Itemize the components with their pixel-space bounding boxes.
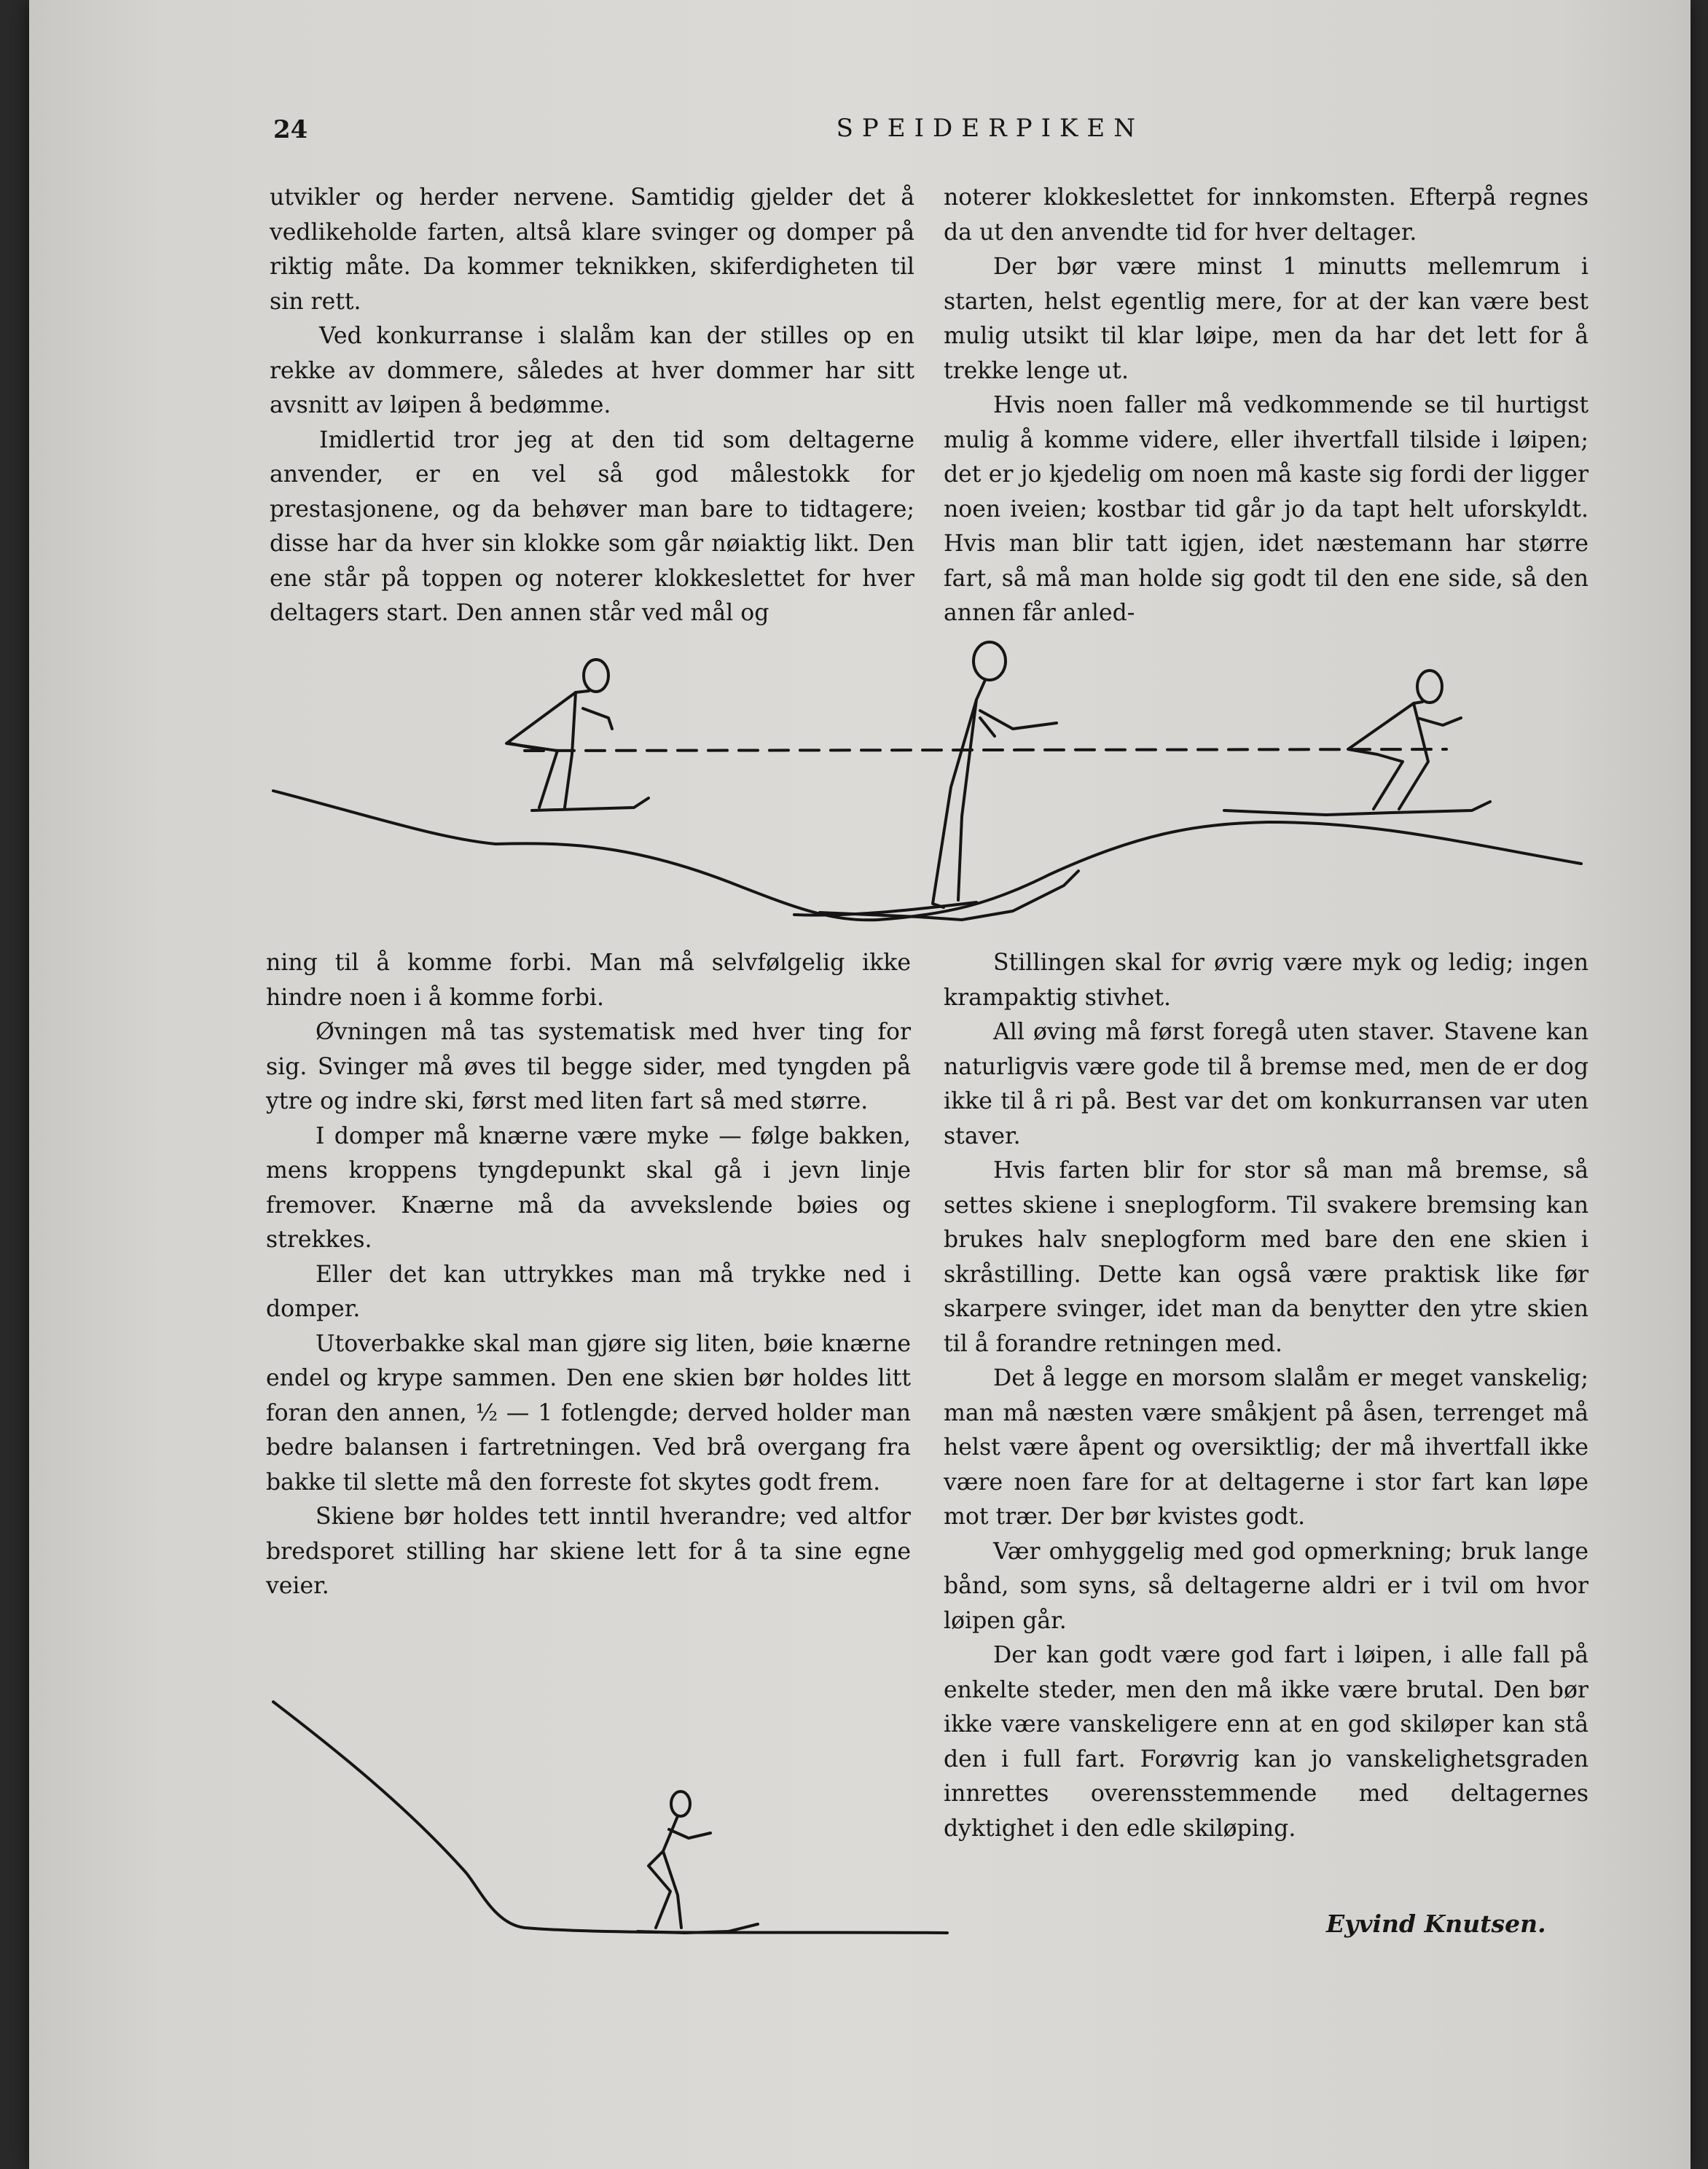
paragraph: Det å legge en morsom slalåm er meget vanskelig; man må næsten være småkjent på åsen, terrenget må helst være åpent og oversiktlig; der må ihvertfall ikke være noen fare for at deltagerne i stor fart kan løpe mot trær. Der bør kvistes godt.: [944, 1365, 1588, 1530]
skier-right: [1224, 671, 1490, 815]
paragraph: Eller det kan uttrykkes man må trykke ned i domper.: [266, 1261, 911, 1322]
running-head: SPEIDERPIKEN: [836, 114, 1144, 143]
paragraph: Stillingen skal for øvrig være myk og ledig; ingen krampaktig stivhet.: [944, 950, 1588, 1011]
paragraph: All øving må først foregå uten staver. Stavene kan naturligvis være gode til å bremse med, men de er dog ikke til å ri på. Best var det om konkurransen var uten staver.: [944, 1019, 1588, 1149]
paragraph: Vær omhyggelig med god opmerkning; bruk lange bånd, som syns, så deltagerne aldri er i tvil om hvor løipen går.: [944, 1538, 1588, 1634]
skier-left: [506, 660, 649, 810]
author-signature: Eyvind Knutsen.: [1326, 1910, 1546, 1938]
skier-slope-drawing: [273, 1702, 947, 1933]
paragraph: Utoverbakke skal man gjøre sig liten, bøie knærne endel og krype sammen. Den ene skien bør holdes litt foran den annen, ½ — 1 fotlengde; derved holder man bedre balansen i fartretningen. Ved brå overgang fra bakke til slette må den forreste fot skytes godt frem.: [266, 1330, 911, 1496]
skiers-dip-drawing: [273, 642, 1581, 920]
paragraph: Ved konkurranse i slalåm kan der stilles op en rekke av dommere, således at hver dommer har sitt avsnitt av løipen å bedømme.: [270, 323, 914, 418]
paragraph: Øvningen må tas systematisk med hver ting for sig. Svinger må øves til begge sider, med tyngden på ytre og indre ski, først med liten fart så med større.: [266, 1019, 911, 1114]
paragraph: Hvis noen faller må vedkommende se til hurtigst mulig å komme videre, eller ihvertfall tilside i løipen; det er jo kjedelig om noen må kaste sig fordi der ligger noen iveien; kostbar tid går jo da tapt helt uforskyldt. Hvis man blir tatt igjen, idet næstemann har større fart, så må man holde sig godt til den ene side, så den annen får anled-: [944, 392, 1588, 626]
paragraph: I domper må knærne være myke — følge bakken, mens kroppens tyngdepunkt skal gå i jevn linje fremover. Knærne må da avvekslende bøies og strekkes.: [266, 1122, 911, 1253]
paragraph: Hvis farten blir for stor så man må bremse, så settes skiene i sneplogform. Til svakere bremsing kan brukes halv sneplogform med bare den ene skien i skråstilling. Dette kan også være praktisk like før skarpere svinger, idet man da benytter den ytre skien til å forandre retningen med.: [944, 1157, 1588, 1357]
paragraph: Der kan godt være god fart i løipen, i alle fall på enkelte steder, men den må ikke være brutal. Den bør ikke være vanskeligere enn at en god skiløper kan stå den i full fart. Forøvrig kan jo vanskelighetsgraden innrettes overensstemmende med deltagernes dyktighet i den edle skiløping.: [944, 1642, 1588, 1842]
paragraph: noterer klokkeslettet for innkomsten. Efterpå regnes da ut den anvendte tid for hver deltager.: [944, 184, 1588, 246]
magazine-page: [29, 0, 1691, 2169]
paragraph: utvikler og herder nervene. Samtidig gjelder det å vedlikeholde farten, altså klare svinger og domper på riktig måte. Da kommer teknikken, skiferdigheten til sin rett.: [270, 184, 914, 315]
paragraph: Der bør være minst 1 minutts mellemrum i starten, helst egentlig mere, for at der kan være best mulig utsikt til klar løipe, men da har det lett for å trekke lenge ut.: [944, 254, 1588, 384]
paragraph: Imidlertid tror jeg at den tid som deltagerne anvender, er en vel så god målestokk for prestasjonene, og da behøver man bare to tidtagere; disse har da hver sin klokke som går nøiaktig likt. Den ene står på toppen og noterer klokkeslettet for hver deltagers start. Den annen står ved mål og: [270, 426, 914, 626]
paragraph: ning til å komme forbi. Man må selvfølgelig ikke hindre noen i å komme forbi.: [266, 950, 911, 1011]
paragraph: Skiene bør holdes tett inntil hverandre; ved altfor bredsporet stilling har skiene lett for å ta sine egne veier.: [266, 1504, 911, 1599]
page-number: 24: [273, 115, 308, 144]
column-left-bottom: [266, 946, 911, 1604]
column-right-bottom: [944, 946, 1588, 1846]
